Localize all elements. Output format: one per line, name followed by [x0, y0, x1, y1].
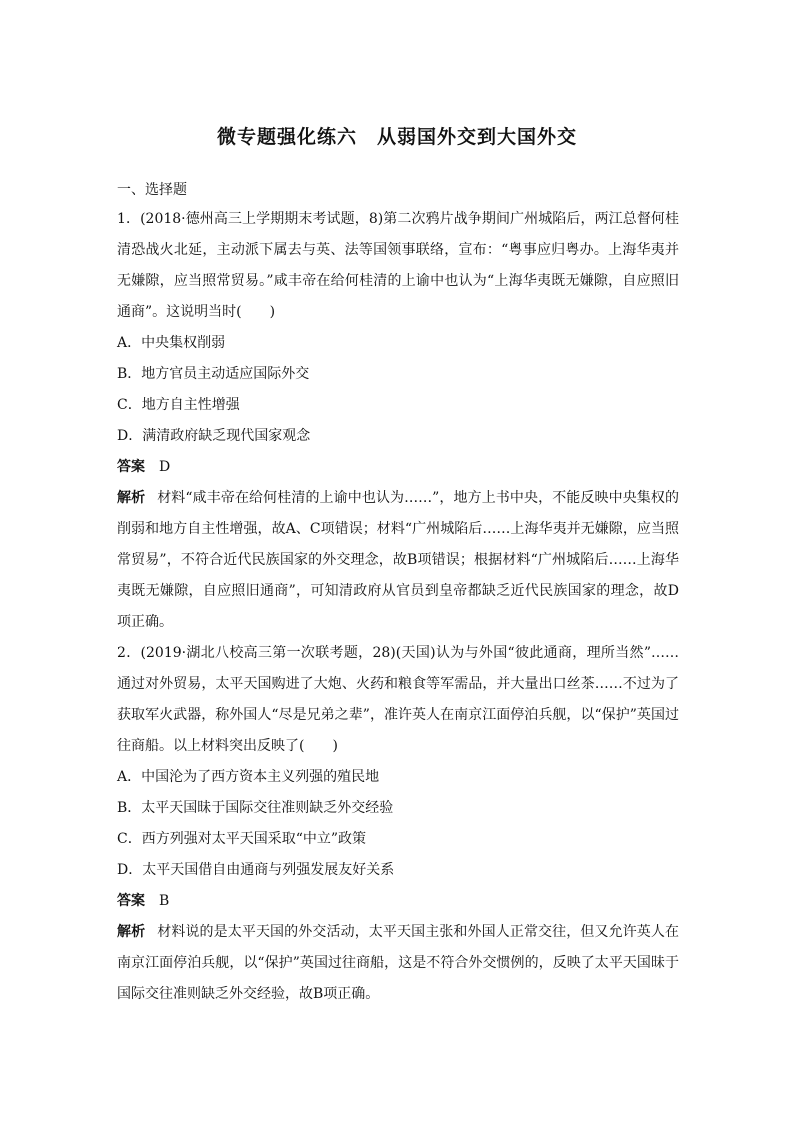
- analysis-paragraph: [117, 917, 679, 1010]
- analysis-paragraph: [117, 483, 679, 638]
- option-c: C．地方自主性增强: [117, 397, 240, 413]
- option-a: A．中央集权削弱: [117, 335, 226, 351]
- question-stem: 1．(2018·德州高三上学期期末考试题，8)第二次鸦片战争期间广州城陷后，两江总督何桂清恐战火北延，主动派下属去与英、法等国领事联络，宣布：“粤事应归粤办。上海华夷并无嫌隙，应当照常贸易。”咸丰帝在给何桂清的上谕中也认为“上海华夷既无嫌隙，自应照旧通商”。这说明当时( ): [117, 211, 679, 320]
- option-b: B．地方官员主动适应国际外交: [117, 366, 310, 382]
- answer-value: B: [159, 893, 170, 909]
- answer-line: [117, 886, 679, 917]
- analysis-label: 解析: [117, 924, 146, 940]
- answer-value: D: [159, 459, 171, 475]
- option-b: B．太平天国昧于国际交往准则缺乏外交经验: [117, 800, 394, 816]
- answer-label: 答案: [117, 893, 145, 909]
- question-stem: 2．(2019·湖北八校高三第一次联考题，28)(天国)认为与外国“彼此通商，理所当然”……通过对外贸易，太平天国购进了大炮、火药和粮食等军需品，并大量出口丝茶……不过为了获取军火武器，称外国人“尽是兄弟之辈”，准许英人在南京江面停泊兵舰，以“保护”英国过往商船。以上材料突出反映了( ): [117, 645, 679, 754]
- analysis-text: 材料说的是太平天国的外交活动，太平天国主张和外国人正常交往，但又允许英人在南京江面停泊兵舰，以“保护”英国过往商船，这是不符合外交惯例的，反映了太平天国昧于国际交往准则缺乏外交经验，故B项正确。: [117, 924, 680, 1002]
- analysis-text: 材料“咸丰帝在给何桂清的上谕中也认为……”，地方上书中央，不能反映中央集权的削弱和地方自主性增强，故A、C项错误；材料“广州城陷后……上海华夷并无嫌隙，应当照常贸易”，不符合近代民族国家的外交理念，故B项错误；根据材料“广州城陷后……上海华夷既无嫌隙，自应照旧通商”，可知清政府从官员到皇帝都缺乏近代民族国家的理念，故D项正确。: [117, 490, 680, 630]
- analysis-label: 解析: [117, 490, 146, 506]
- option-d: D．太平天国借自由通商与列强发展友好关系: [117, 862, 395, 878]
- question-2: [117, 638, 679, 1010]
- answer-line: [117, 452, 679, 483]
- option-a: A．中国沦为了西方资本主义列强的殖民地: [117, 769, 380, 785]
- document-body: [117, 176, 679, 1010]
- answer-label: 答案: [117, 459, 145, 475]
- document-title: 微专题强化练六 从弱国外交到大国外交: [216, 126, 577, 148]
- section-heading: 一、选择题: [117, 182, 187, 198]
- option-d: D．满清政府缺乏现代国家观念: [117, 428, 311, 444]
- option-c: C．西方列强对太平天国采取“中立”政策: [117, 831, 367, 847]
- question-1: [117, 204, 679, 638]
